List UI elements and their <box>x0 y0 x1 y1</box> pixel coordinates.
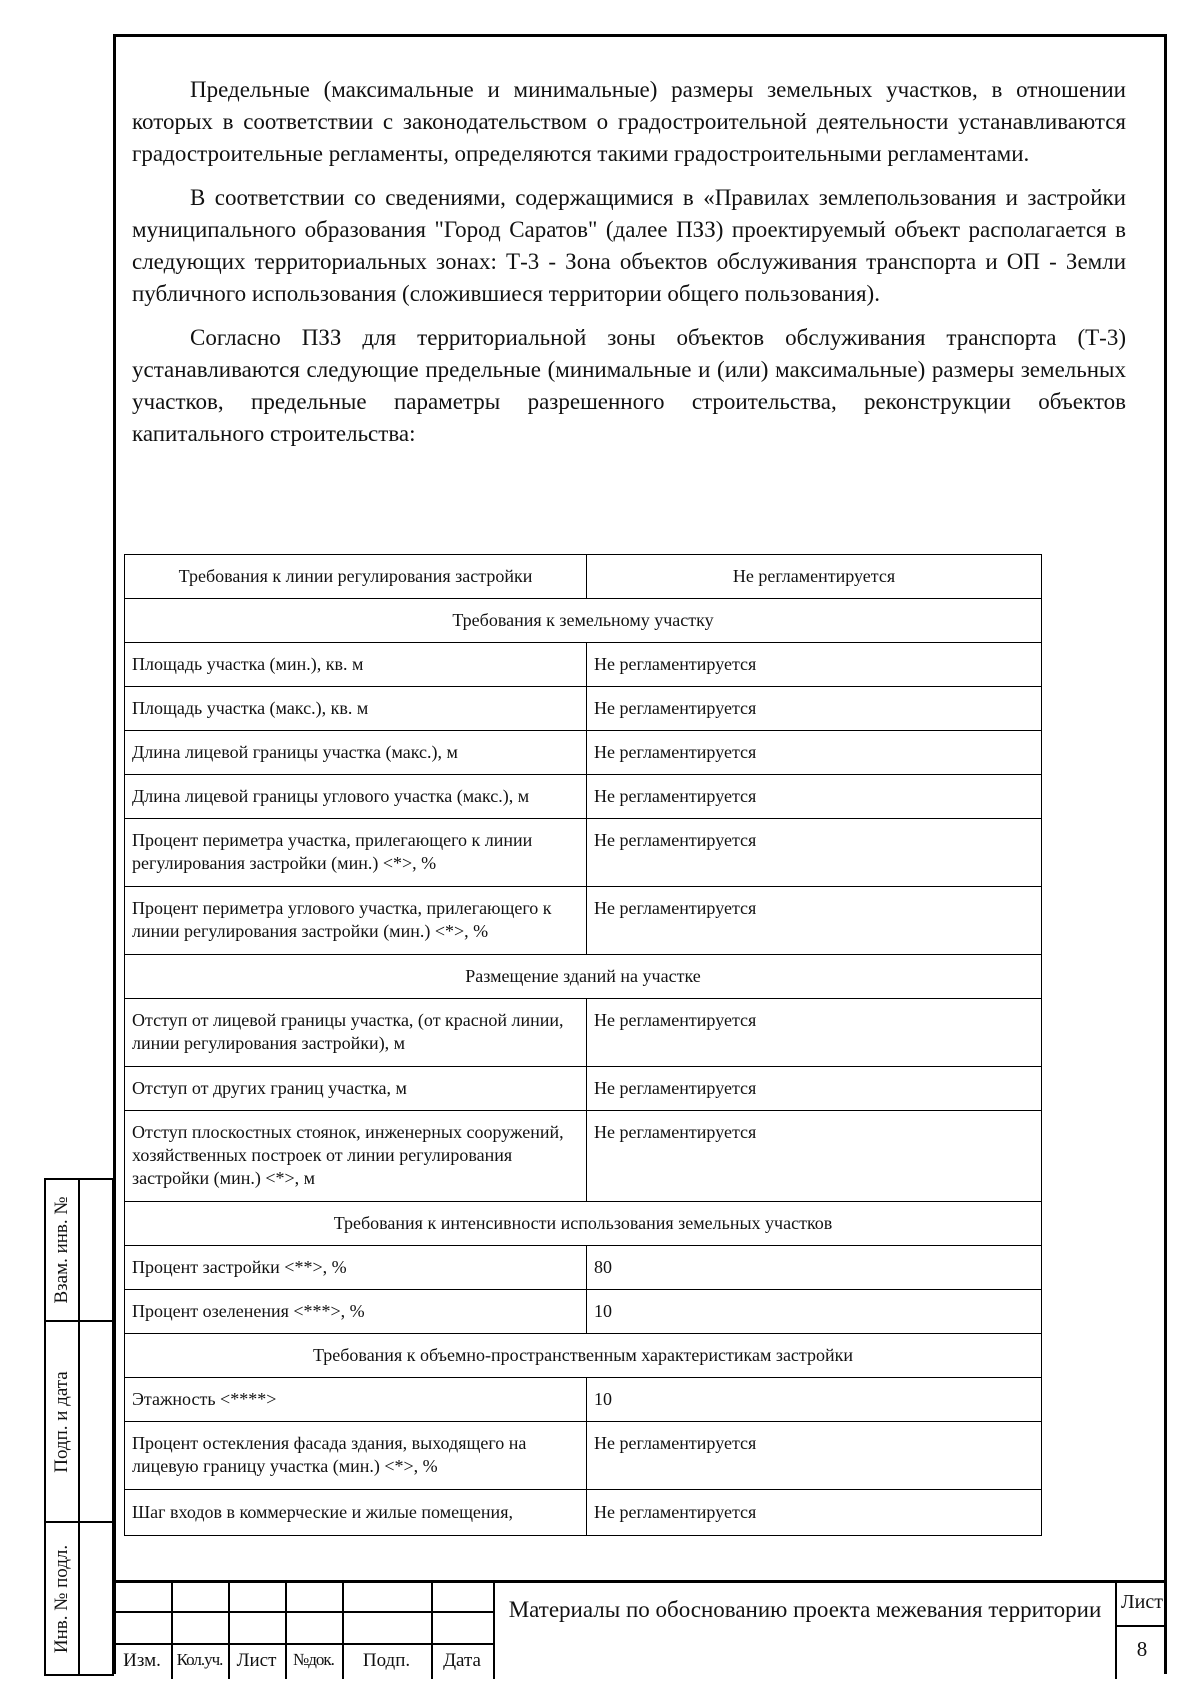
row-label: Процент застройки <**>, % <box>125 1246 587 1290</box>
col-koluch: Кол.уч. <box>176 1650 223 1669</box>
section-row <box>125 1202 1042 1246</box>
row-value: 80 <box>587 1246 1042 1290</box>
row-label: Отступ плоскостных стоянок, инженерных сооружений, хозяйственных построек от линии регулирования застройки (мин.) <*>, м <box>125 1111 587 1202</box>
section-title: Размещение зданий на участке <box>125 955 1042 999</box>
row-value: Не регламентируется <box>587 1490 1042 1536</box>
row-label: Отступ от других границ участка, м <box>125 1067 587 1111</box>
table-row <box>125 1111 1042 1202</box>
row-label: Отступ от лицевой границы участка, (от красной линии, линии регулирования застройки), м <box>125 999 587 1067</box>
table-row <box>125 819 1042 887</box>
row-value: Не регламентируется <box>587 643 1042 687</box>
row-label: Длина лицевой границы углового участка (макс.), м <box>125 775 587 819</box>
col-podp: Подп. <box>362 1650 411 1671</box>
paragraph-1: Предельные (максимальные и минимальные) размеры земельных участков, в отношении которых в соответствии с законодательством о градостроительной деятельности устанавливаются градостроительные регламенты, определяются такими градостроительными регламентами. <box>132 77 1126 166</box>
section-row <box>125 1334 1042 1378</box>
row-value: Не регламентируется <box>587 1111 1042 1202</box>
row-label: Процент периметра углового участка, прилегающего к линии регулирования застройки (мин.) <*>, % <box>125 887 587 955</box>
table-row <box>125 1246 1042 1290</box>
title-block <box>113 1580 1167 1676</box>
row-label: Процент остекления фасада здания, выходящего на лицевую границу участка (мин.) <*>, % <box>125 1422 587 1490</box>
table-row <box>125 1422 1042 1490</box>
row-value: Не регламентируется <box>587 731 1042 775</box>
row-label: Требования к линии регулирования застройки <box>125 555 587 599</box>
sheet-label: Лист <box>1121 1591 1163 1613</box>
table-row <box>125 1290 1042 1334</box>
section-row <box>125 955 1042 999</box>
row-value: 10 <box>587 1290 1042 1334</box>
row-value: Не регламентируется <box>587 687 1042 731</box>
row-value: Не регламентируется <box>587 819 1042 887</box>
row-value: Не регламентируется <box>587 775 1042 819</box>
side-stamp-inv <box>44 1521 114 1676</box>
row-label: Площадь участка (мин.), кв. м <box>125 643 587 687</box>
side-label-podp: Подп. и дата <box>51 1370 72 1473</box>
col-list: Лист <box>236 1650 277 1671</box>
section-title: Требования к объемно-пространственным характеристикам застройки <box>125 1334 1042 1378</box>
row-label: Длина лицевой границы участка (макс.), м <box>125 731 587 775</box>
table-row <box>125 1378 1042 1422</box>
sheet-number: 8 <box>1136 1637 1148 1661</box>
side-stamp-podp <box>44 1320 114 1523</box>
table-row <box>125 887 1042 955</box>
table-row <box>125 731 1042 775</box>
col-ndok: №док. <box>293 1650 334 1669</box>
row-label: Шаг входов в коммерческие и жилые помещения, <box>125 1490 587 1536</box>
row-value: Не регламентируется <box>587 555 1042 599</box>
table-row <box>125 1067 1042 1111</box>
table-row <box>125 1490 1042 1536</box>
paragraph-2: В соответствии со сведениями, содержащимися в «Правилах землепользования и застройки муниципального образования "Город Саратов" (далее ПЗЗ) проектируемый объект располагается в следующих территориальных зонах: Т-3 - Зона объектов обслуживания транспорта и ОП - Земли публичного использования (сложившиеся территории общего пользования). <box>132 185 1126 306</box>
col-data: Дата <box>443 1650 481 1671</box>
side-stamp-vzam <box>44 1178 114 1322</box>
table-row <box>125 687 1042 731</box>
section-title: Требования к интенсивности использования земельных участков <box>125 1202 1042 1246</box>
section-title: Требования к земельному участку <box>125 599 1042 643</box>
row-value: 10 <box>587 1378 1042 1422</box>
table-row <box>125 775 1042 819</box>
row-value: Не регламентируется <box>587 999 1042 1067</box>
side-label-inv: Инв. № подл. <box>51 1544 72 1653</box>
regulations-table <box>124 554 1042 1536</box>
paragraph-3: Согласно ПЗЗ для территориальной зоны объектов обслуживания транспорта (Т-3) устанавливаются следующие предельные (минимальные и (или) максимальные) размеры земельных участков, предельные параметры разрешенного строительства, реконструкции объектов капитального строительства: <box>132 325 1126 446</box>
row-value: Не регламентируется <box>587 887 1042 955</box>
section-row <box>125 599 1042 643</box>
row-label: Процент озеленения <***>, % <box>125 1290 587 1334</box>
side-label-vzam: Взам. инв. № <box>51 1196 72 1304</box>
table-row <box>125 643 1042 687</box>
body-text <box>132 74 1126 462</box>
row-value: Не регламентируется <box>587 1422 1042 1490</box>
table-row <box>125 999 1042 1067</box>
row-label: Этажность <****> <box>125 1378 587 1422</box>
row-value: Не регламентируется <box>587 1067 1042 1111</box>
row-label: Процент периметра участка, прилегающего к линии регулирования застройки (мин.) <*>, % <box>125 819 587 887</box>
col-izm: Изм. <box>123 1650 161 1671</box>
table-row <box>125 555 1042 599</box>
row-label: Площадь участка (макс.), кв. м <box>125 687 587 731</box>
document-title: Материалы по обоснованию проекта межевания территории <box>508 1597 1102 1622</box>
